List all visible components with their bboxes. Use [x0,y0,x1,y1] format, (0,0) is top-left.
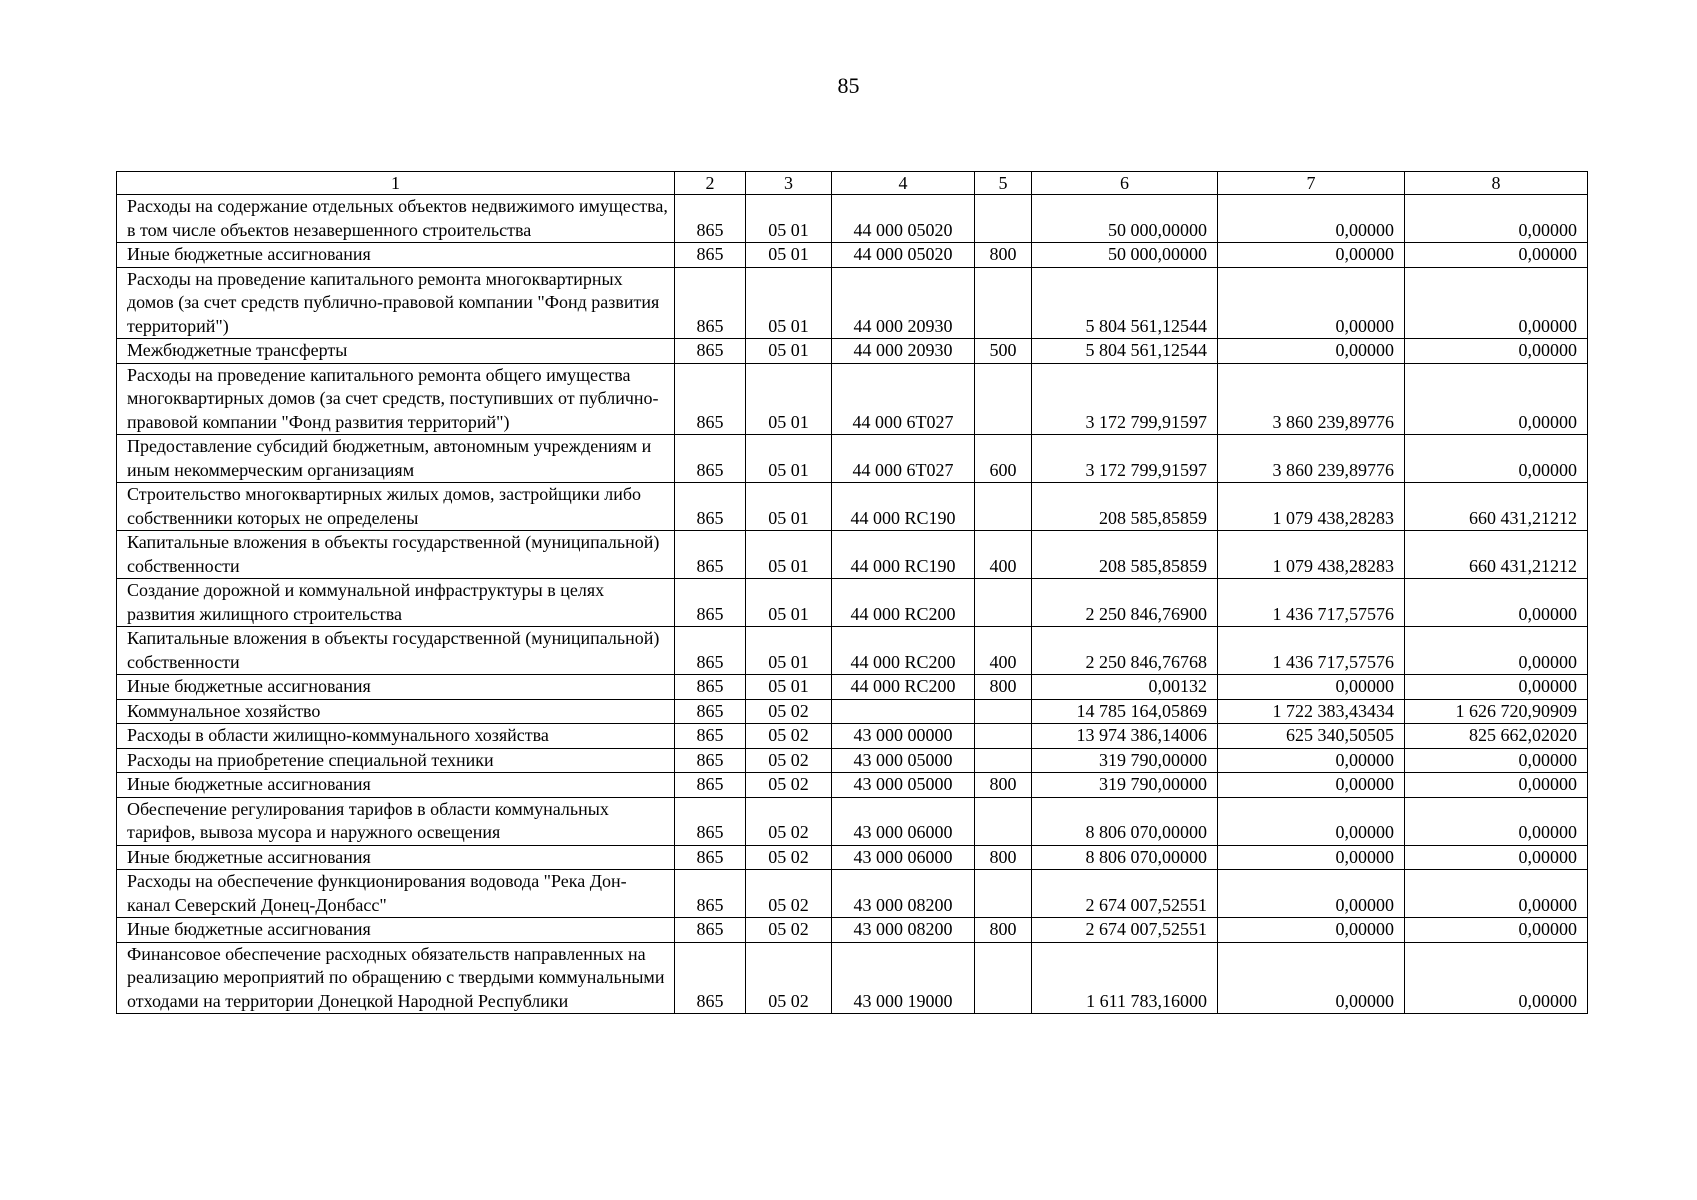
column-header: 5 [975,172,1032,195]
table-row [117,699,1588,724]
expense-item-name: Коммунальное хозяйство [117,699,675,724]
amount-col-7: 0,00000 [1218,748,1405,773]
column-header: 4 [832,172,975,195]
target-article-code: 43 000 05000 [832,773,975,798]
section-code: 05 01 [746,195,832,243]
section-code: 05 01 [746,243,832,268]
amount-col-6: 50 000,00000 [1032,243,1218,268]
amount-col-8: 0,00000 [1405,579,1588,627]
expense-item-name: Создание дорожной и коммунальной инфраструктуры в целях развития жилищного строительства [117,579,675,627]
section-code: 05 01 [746,435,832,483]
section-code: 05 02 [746,942,832,1014]
column-header: 1 [117,172,675,195]
expense-item-name: Капитальные вложения в объекты государственной (муниципальной) собственности [117,531,675,579]
amount-col-7: 1 722 383,43434 [1218,699,1405,724]
ministry-code: 865 [675,773,746,798]
ministry-code: 865 [675,845,746,870]
ministry-code: 865 [675,243,746,268]
amount-col-8: 0,00000 [1405,870,1588,918]
ministry-code: 865 [675,675,746,700]
table-row [117,845,1588,870]
table-row [117,243,1588,268]
amount-col-7: 3 860 239,89776 [1218,363,1405,435]
amount-col-7: 0,00000 [1218,243,1405,268]
ministry-code: 865 [675,724,746,749]
amount-col-7: 0,00000 [1218,797,1405,845]
target-article-code: 43 000 06000 [832,845,975,870]
ministry-code: 865 [675,195,746,243]
table-row [117,195,1588,243]
amount-col-6: 2 674 007,52551 [1032,918,1218,943]
target-article-code: 43 000 08200 [832,870,975,918]
expense-item-name: Расходы на обеспечение функционирования водовода "Река Дон-канал Северский Донец-Донбасс" [117,870,675,918]
amount-col-7: 625 340,50505 [1218,724,1405,749]
table-row [117,797,1588,845]
amount-col-8: 1 626 720,90909 [1405,699,1588,724]
amount-col-8: 0,00000 [1405,627,1588,675]
amount-col-6: 8 806 070,00000 [1032,797,1218,845]
amount-col-6: 319 790,00000 [1032,773,1218,798]
expense-type-code: 800 [975,918,1032,943]
amount-col-6: 50 000,00000 [1032,195,1218,243]
expense-type-code: 400 [975,627,1032,675]
section-code: 05 02 [746,699,832,724]
column-header: 8 [1405,172,1588,195]
expense-item-name: Иные бюджетные ассигнования [117,243,675,268]
expense-type-code [975,748,1032,773]
section-code: 05 02 [746,870,832,918]
target-article-code: 44 000 RC190 [832,483,975,531]
amount-col-8: 0,00000 [1405,339,1588,364]
amount-col-8: 0,00000 [1405,773,1588,798]
section-code: 05 02 [746,773,832,798]
target-article-code: 44 000 RC200 [832,579,975,627]
ministry-code: 865 [675,267,746,339]
section-code: 05 02 [746,918,832,943]
amount-col-8: 660 431,21212 [1405,483,1588,531]
table-row [117,724,1588,749]
section-code: 05 01 [746,267,832,339]
ministry-code: 865 [675,918,746,943]
expense-type-code: 600 [975,435,1032,483]
table-row [117,531,1588,579]
amount-col-8: 0,00000 [1405,845,1588,870]
amount-col-6: 2 250 846,76768 [1032,627,1218,675]
expense-type-code [975,942,1032,1014]
ministry-code: 865 [675,483,746,531]
amount-col-6: 8 806 070,00000 [1032,845,1218,870]
amount-col-6: 5 804 561,12544 [1032,267,1218,339]
section-code: 05 01 [746,531,832,579]
amount-col-6: 208 585,85859 [1032,483,1218,531]
target-article-code: 44 000 05020 [832,243,975,268]
table-row [117,942,1588,1014]
expense-item-name: Предоставление субсидий бюджетным, автономным учреждениям и иным некоммерческим организациям [117,435,675,483]
expense-item-name: Строительство многоквартирных жилых домов, застройщики либо собственники которых не определены [117,483,675,531]
ministry-code: 865 [675,363,746,435]
amount-col-6: 13 974 386,14006 [1032,724,1218,749]
expense-type-code: 800 [975,773,1032,798]
table-row [117,483,1588,531]
table-row [117,339,1588,364]
expense-type-code [975,483,1032,531]
target-article-code: 43 000 19000 [832,942,975,1014]
section-code: 05 01 [746,675,832,700]
amount-col-7: 0,00000 [1218,267,1405,339]
amount-col-8: 0,00000 [1405,243,1588,268]
expense-item-name: Финансовое обеспечение расходных обязательств направленных на реализацию мероприятий по обращению с твердыми коммунальными отходами на территории Донецкой Народной Республики [117,942,675,1014]
expense-item-name: Расходы на проведение капитального ремонта общего имущества многоквартирных домов (за счет средств, поступивших от публично-правовой компании "Фонд развития территорий") [117,363,675,435]
target-article-code: 44 000 6Т027 [832,435,975,483]
section-code: 05 01 [746,483,832,531]
amount-col-8: 0,00000 [1405,942,1588,1014]
target-article-code: 43 000 00000 [832,724,975,749]
ministry-code: 865 [675,627,746,675]
amount-col-8: 0,00000 [1405,918,1588,943]
expense-item-name: Расходы на содержание отдельных объектов недвижимого имущества, в том числе объектов незавершенного строительства [117,195,675,243]
table-row [117,435,1588,483]
expense-type-code [975,267,1032,339]
amount-col-6: 3 172 799,91597 [1032,435,1218,483]
table-row [117,675,1588,700]
ministry-code: 865 [675,942,746,1014]
amount-col-7: 1 436 717,57576 [1218,627,1405,675]
expense-type-code [975,195,1032,243]
amount-col-7: 3 860 239,89776 [1218,435,1405,483]
expense-item-name: Иные бюджетные ассигнования [117,918,675,943]
amount-col-8: 0,00000 [1405,797,1588,845]
amount-col-8: 0,00000 [1405,675,1588,700]
target-article-code: 43 000 08200 [832,918,975,943]
amount-col-8: 0,00000 [1405,748,1588,773]
ministry-code: 865 [675,579,746,627]
target-article-code: 44 000 20930 [832,339,975,364]
target-article-code [832,699,975,724]
amount-col-7: 0,00000 [1218,773,1405,798]
expense-type-code: 800 [975,243,1032,268]
table-row [117,870,1588,918]
amount-col-7: 0,00000 [1218,942,1405,1014]
column-header: 6 [1032,172,1218,195]
ministry-code: 865 [675,870,746,918]
budget-table [116,171,1588,1014]
expense-type-code [975,724,1032,749]
column-number-header [117,172,1588,195]
ministry-code: 865 [675,748,746,773]
column-header: 3 [746,172,832,195]
table-row [117,773,1588,798]
amount-col-7: 0,00000 [1218,339,1405,364]
expense-type-code: 800 [975,845,1032,870]
expense-type-code [975,579,1032,627]
amount-col-6: 2 674 007,52551 [1032,870,1218,918]
section-code: 05 01 [746,363,832,435]
section-code: 05 02 [746,797,832,845]
target-article-code: 44 000 RC200 [832,627,975,675]
expense-item-name: Иные бюджетные ассигнования [117,675,675,700]
section-code: 05 02 [746,724,832,749]
section-code: 05 02 [746,748,832,773]
table-row [117,267,1588,339]
amount-col-6: 208 585,85859 [1032,531,1218,579]
amount-col-6: 3 172 799,91597 [1032,363,1218,435]
column-header: 2 [675,172,746,195]
amount-col-6: 319 790,00000 [1032,748,1218,773]
table-row [117,579,1588,627]
section-code: 05 02 [746,845,832,870]
ministry-code: 865 [675,797,746,845]
amount-col-7: 0,00000 [1218,195,1405,243]
target-article-code: 44 000 RC190 [832,531,975,579]
amount-col-8: 0,00000 [1405,267,1588,339]
amount-col-7: 1 079 438,28283 [1218,531,1405,579]
amount-col-7: 0,00000 [1218,675,1405,700]
target-article-code: 44 000 6Т027 [832,363,975,435]
amount-col-8: 825 662,02020 [1405,724,1588,749]
section-code: 05 01 [746,339,832,364]
page-number: 85 [837,73,860,98]
expense-type-code: 500 [975,339,1032,364]
amount-col-8: 0,00000 [1405,363,1588,435]
target-article-code: 44 000 05020 [832,195,975,243]
table-row [117,748,1588,773]
ministry-code: 865 [675,531,746,579]
ministry-code: 865 [675,435,746,483]
amount-col-7: 0,00000 [1218,918,1405,943]
target-article-code: 43 000 06000 [832,797,975,845]
ministry-code: 865 [675,339,746,364]
table-row [117,363,1588,435]
amount-col-8: 660 431,21212 [1405,531,1588,579]
expense-type-code [975,797,1032,845]
target-article-code: 44 000 RC200 [832,675,975,700]
expense-type-code: 800 [975,675,1032,700]
amount-col-7: 0,00000 [1218,845,1405,870]
expense-item-name: Обеспечение регулирования тарифов в области коммунальных тарифов, вывоза мусора и наружного освещения [117,797,675,845]
expense-type-code [975,699,1032,724]
section-code: 05 01 [746,579,832,627]
amount-col-6: 0,00132 [1032,675,1218,700]
amount-col-6: 5 804 561,12544 [1032,339,1218,364]
expense-item-name: Расходы на проведение капитального ремонта многоквартирных домов (за счет средств публично-правовой компании "Фонд развития территорий") [117,267,675,339]
amount-col-7: 1 079 438,28283 [1218,483,1405,531]
amount-col-6: 2 250 846,76900 [1032,579,1218,627]
expense-item-name: Межбюджетные трансферты [117,339,675,364]
expense-item-name: Иные бюджетные ассигнования [117,845,675,870]
target-article-code: 43 000 05000 [832,748,975,773]
ministry-code: 865 [675,699,746,724]
amount-col-8: 0,00000 [1405,195,1588,243]
amount-col-7: 0,00000 [1218,870,1405,918]
expense-type-code: 400 [975,531,1032,579]
expense-item-name: Иные бюджетные ассигнования [117,773,675,798]
expense-item-name: Капитальные вложения в объекты государственной (муниципальной) собственности [117,627,675,675]
amount-col-8: 0,00000 [1405,435,1588,483]
amount-col-6: 14 785 164,05869 [1032,699,1218,724]
expense-type-code [975,870,1032,918]
expense-type-code [975,363,1032,435]
table-row [117,627,1588,675]
table-row [117,918,1588,943]
amount-col-7: 1 436 717,57576 [1218,579,1405,627]
column-header: 7 [1218,172,1405,195]
section-code: 05 01 [746,627,832,675]
target-article-code: 44 000 20930 [832,267,975,339]
expense-item-name: Расходы на приобретение специальной техники [117,748,675,773]
expense-item-name: Расходы в области жилищно-коммунального хозяйства [117,724,675,749]
amount-col-6: 1 611 783,16000 [1032,942,1218,1014]
